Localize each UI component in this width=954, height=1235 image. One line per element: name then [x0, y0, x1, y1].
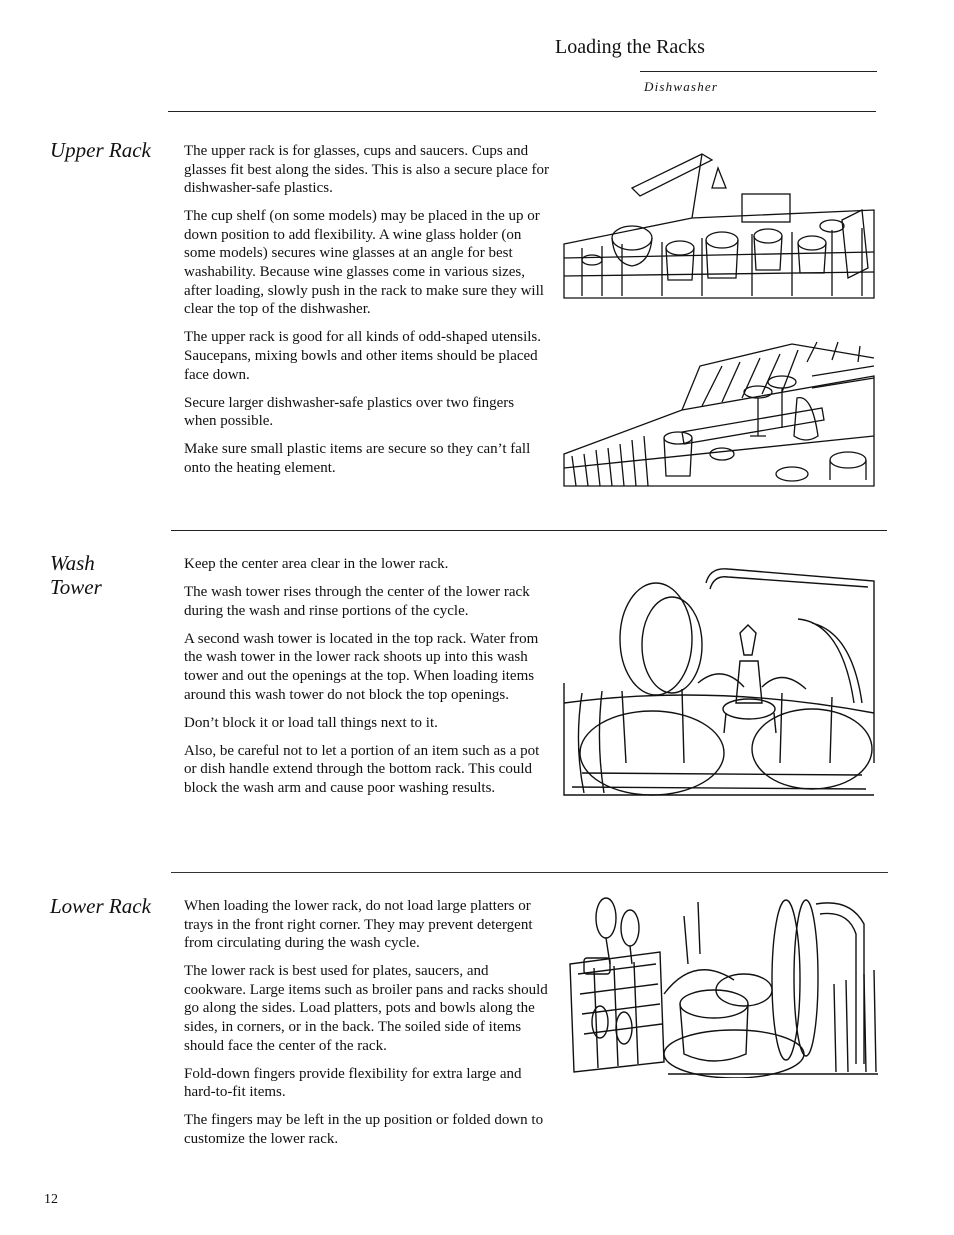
paragraph: The cup shelf (on some models) may be placed in the up or down position to add flexibility. A wine glass holder (on some models) secures wine glasses at an angle for best washability. Because wine glasses come in various sizes, after loading, slowly push in the rack to make sure they will clear the top of the dishwasher. [184, 208, 544, 318]
paragraph: The wash tower rises through the center of the lower rack during the wash and rinse portions of the cycle. [184, 584, 530, 619]
paragraph: The upper rack is for glasses, cups and saucers. Cups and glasses fit best along the sides. This is also a secure place for dishwasher-safe plastics. [184, 143, 550, 197]
paragraph: Don’t block it or load tall things next to it. [184, 714, 438, 731]
paragraph: The fingers may be left in the up position or folded down to customize the lower rack. [184, 1112, 544, 1148]
section-title-line: Wash [50, 551, 95, 575]
section-title-wash-tower [50, 551, 170, 599]
paragraph: Secure larger dishwasher-safe plastics over two fingers when possible. [184, 394, 515, 430]
page-number: 12 [44, 1192, 58, 1207]
page-title: Loading the Racks [555, 36, 705, 58]
paragraph: A second wash tower is located in the top rack. Water from the wash tower in the lower rack shoots up into this wash tower and out the openings at the top. When loading items around this wash tower do not block the top openings. [184, 630, 539, 703]
lower-rack-illustration [564, 894, 880, 1078]
upper-rack-wine-glass-illustration [562, 336, 876, 494]
section-divider [171, 530, 887, 531]
section-title-lower-rack: Lower Rack [50, 894, 151, 918]
paragraph: The lower rack is best used for plates, saucers, and cookware. Large items such as broiler pans and racks should go along the sides. Load platters, pots and bowls along the sides, in corners, or in the back. The soiled side of items should face the center of the rack. [184, 963, 548, 1054]
header-divider [640, 71, 877, 72]
header-rule [168, 111, 876, 112]
paragraph: Fold-down fingers provide flexibility for extra large and hard-to-fit items. [184, 1065, 522, 1101]
wash-tower-illustration [562, 563, 876, 799]
section-body-wash-tower [184, 555, 550, 807]
page-subtitle: Dishwasher [644, 79, 719, 94]
paragraph: The upper rack is good for all kinds of odd-shaped utensils. Saucepans, mixing bowls and other items should be placed face down. [184, 329, 542, 383]
upper-rack-cups-illustration [562, 148, 876, 306]
paragraph: When loading the lower rack, do not load large platters or trays in the front right corner. They may prevent detergent from circulating during the wash cycle. [184, 898, 533, 952]
paragraph: Keep the center area clear in the lower rack. [184, 556, 449, 572]
section-title-upper-rack: Upper Rack [50, 138, 151, 162]
section-divider [171, 872, 888, 873]
section-body-upper-rack [184, 142, 550, 487]
section-title-line: Tower [50, 575, 102, 599]
section-body-lower-rack [184, 897, 550, 1158]
paragraph: Also, be careful not to let a portion of an item such as a pot or dish handle extend through the bottom rack. This could block the wash arm and cause poor washing results. [184, 742, 540, 796]
paragraph: Make sure small plastic items are secure so they can’t fall onto the heating element. [184, 441, 531, 476]
